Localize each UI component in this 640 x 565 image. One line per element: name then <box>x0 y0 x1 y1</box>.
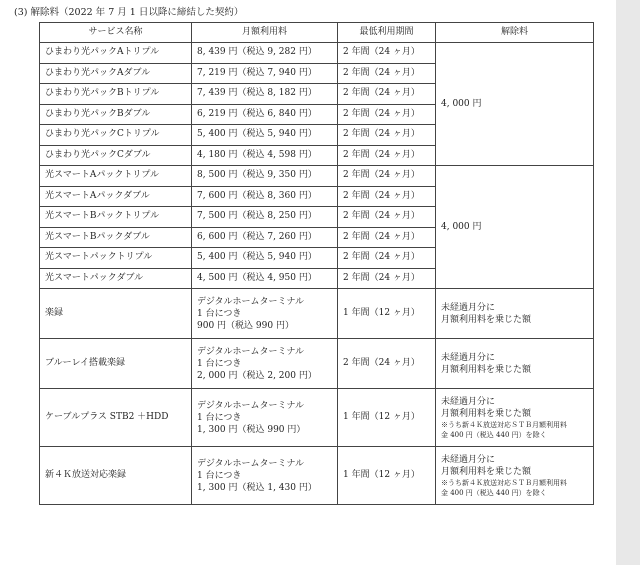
cancellation-fee-cell <box>436 447 594 505</box>
service-name-cell: ブルーレイ搭載楽録 <box>40 339 192 389</box>
service-name-cell: 光スマートBパックトリプル <box>40 207 192 228</box>
fee-line: 月額利用料を乗じた額 <box>441 408 532 419</box>
cancellation-fee-cell <box>436 339 594 389</box>
minimum-period-cell: 2 年間（24 ヶ月） <box>338 84 436 105</box>
header-minimum-period: 最低利用期間 <box>338 23 436 43</box>
price-line: デジタルホームターミナル <box>197 296 305 307</box>
service-name-cell: 光スマートAパックダブル <box>40 186 192 207</box>
fee-line: 月額利用料を乗じた額 <box>441 314 532 325</box>
minimum-period-cell: 2 年間（24 ヶ月） <box>338 248 436 269</box>
service-name-cell: ひまわり光パックCダブル <box>40 145 192 166</box>
header-cancellation-fee: 解除料 <box>436 23 594 43</box>
fee-line: 未経過月分に <box>441 396 496 407</box>
minimum-period-cell: 1 年間（12 ヶ月） <box>338 389 436 447</box>
minimum-period-cell: 2 年間（24 ヶ月） <box>338 145 436 166</box>
minimum-period-cell: 2 年間（24 ヶ月） <box>338 125 436 146</box>
service-name-cell: ひまわり光パックAダブル <box>40 63 192 84</box>
minimum-period-cell: 2 年間（24 ヶ月） <box>338 186 436 207</box>
monthly-fee-cell: 7, 219 円（税込 7, 940 円） <box>192 63 338 84</box>
service-name-cell: ひまわり光パックCトリプル <box>40 125 192 146</box>
service-name-cell: 光スマートパックダブル <box>40 268 192 289</box>
service-name-cell: 楽録 <box>40 289 192 339</box>
table-row <box>40 389 594 447</box>
table-row <box>40 43 594 64</box>
price-line: 1, 300 円（税込 1, 430 円） <box>197 482 317 493</box>
monthly-fee-cell <box>192 389 338 447</box>
monthly-fee-cell: 7, 500 円（税込 8, 250 円） <box>192 207 338 228</box>
minimum-period-cell: 2 年間（24 ヶ月） <box>338 207 436 228</box>
table-row <box>40 447 594 505</box>
cancellation-fee-cell: 4, 000 円 <box>436 166 594 289</box>
minimum-period-cell: 2 年間（24 ヶ月） <box>338 339 436 389</box>
service-name-cell: ケーブルプラス STB2 ＋HDD <box>40 389 192 447</box>
price-line: 2, 000 円（税込 2, 200 円） <box>197 370 317 381</box>
fee-note: ※うち新４Ｋ放送対応ＳＴＢ月額利用料 <box>441 420 567 429</box>
header-service-name: サービス名称 <box>40 23 192 43</box>
service-name-cell: ひまわり光パックBトリプル <box>40 84 192 105</box>
fee-note: 金 400 円（税込 440 円）を除く <box>441 430 547 439</box>
viewer-gutter <box>616 0 640 565</box>
fee-line: 未経過月分に <box>441 302 496 313</box>
monthly-fee-cell: 4, 500 円（税込 4, 950 円） <box>192 268 338 289</box>
price-line: 1 台につき <box>197 358 242 369</box>
table-row <box>40 339 594 389</box>
monthly-fee-cell: 5, 400 円（税込 5, 940 円） <box>192 125 338 146</box>
minimum-period-cell: 2 年間（24 ヶ月） <box>338 43 436 64</box>
monthly-fee-cell: 4, 180 円（税込 4, 598 円） <box>192 145 338 166</box>
minimum-period-cell: 1 年間（12 ヶ月） <box>338 289 436 339</box>
minimum-period-cell: 2 年間（24 ヶ月） <box>338 104 436 125</box>
fee-line: 月額利用料を乗じた額 <box>441 466 532 477</box>
fee-line: 月額利用料を乗じた額 <box>441 364 532 375</box>
monthly-fee-cell <box>192 447 338 505</box>
monthly-fee-cell <box>192 339 338 389</box>
header-monthly-fee: 月額利用料 <box>192 23 338 43</box>
service-name-cell: ひまわり光パックAトリプル <box>40 43 192 64</box>
monthly-fee-cell: 6, 219 円（税込 6, 840 円） <box>192 104 338 125</box>
price-line: デジタルホームターミナル <box>197 346 305 357</box>
price-line: デジタルホームターミナル <box>197 458 305 469</box>
minimum-period-cell: 2 年間（24 ヶ月） <box>338 63 436 84</box>
service-name-cell: ひまわり光パックBダブル <box>40 104 192 125</box>
monthly-fee-cell: 7, 600 円（税込 8, 360 円） <box>192 186 338 207</box>
table-row <box>40 166 594 187</box>
price-line: 1 台につき <box>197 412 242 423</box>
minimum-period-cell: 1 年間（12 ヶ月） <box>338 447 436 505</box>
monthly-fee-cell: 5, 400 円（税込 5, 940 円） <box>192 248 338 269</box>
fee-line: 未経過月分に <box>441 352 496 363</box>
price-line: 1 台につき <box>197 470 242 481</box>
service-name-cell: 光スマートAパックトリプル <box>40 166 192 187</box>
section-heading: (3) 解除料（2022 年 7 月 1 日以降に締結した契約） <box>14 7 244 18</box>
fee-line: 未経過月分に <box>441 454 496 465</box>
cancellation-fee-cell <box>436 289 594 339</box>
fee-note: ※うち新４Ｋ放送対応ＳＴＢ月額利用料 <box>441 478 567 487</box>
monthly-fee-cell <box>192 289 338 339</box>
table-row <box>40 289 594 339</box>
price-line: 900 円（税込 990 円） <box>197 320 294 331</box>
minimum-period-cell: 2 年間（24 ヶ月） <box>338 268 436 289</box>
monthly-fee-cell: 8, 500 円（税込 9, 350 円） <box>192 166 338 187</box>
minimum-period-cell: 2 年間（24 ヶ月） <box>338 227 436 248</box>
service-name-cell: 新４Ｋ放送対応楽録 <box>40 447 192 505</box>
price-line: 1 台につき <box>197 308 242 319</box>
monthly-fee-cell: 8, 439 円（税込 9, 282 円） <box>192 43 338 64</box>
fee-note: 金 400 円（税込 440 円）を除く <box>441 488 547 497</box>
cancellation-fee-cell: 4, 000 円 <box>436 43 594 166</box>
table-header-row <box>40 23 594 43</box>
cancellation-fee-table <box>39 22 594 505</box>
cancellation-fee-cell <box>436 389 594 447</box>
price-line: デジタルホームターミナル <box>197 400 305 411</box>
service-name-cell: 光スマートBパックダブル <box>40 227 192 248</box>
service-name-cell: 光スマートパックトリプル <box>40 248 192 269</box>
monthly-fee-cell: 7, 439 円（税込 8, 182 円） <box>192 84 338 105</box>
minimum-period-cell: 2 年間（24 ヶ月） <box>338 166 436 187</box>
price-line: 1, 300 円（税込 990 円） <box>197 424 306 435</box>
monthly-fee-cell: 6, 600 円（税込 7, 260 円） <box>192 227 338 248</box>
